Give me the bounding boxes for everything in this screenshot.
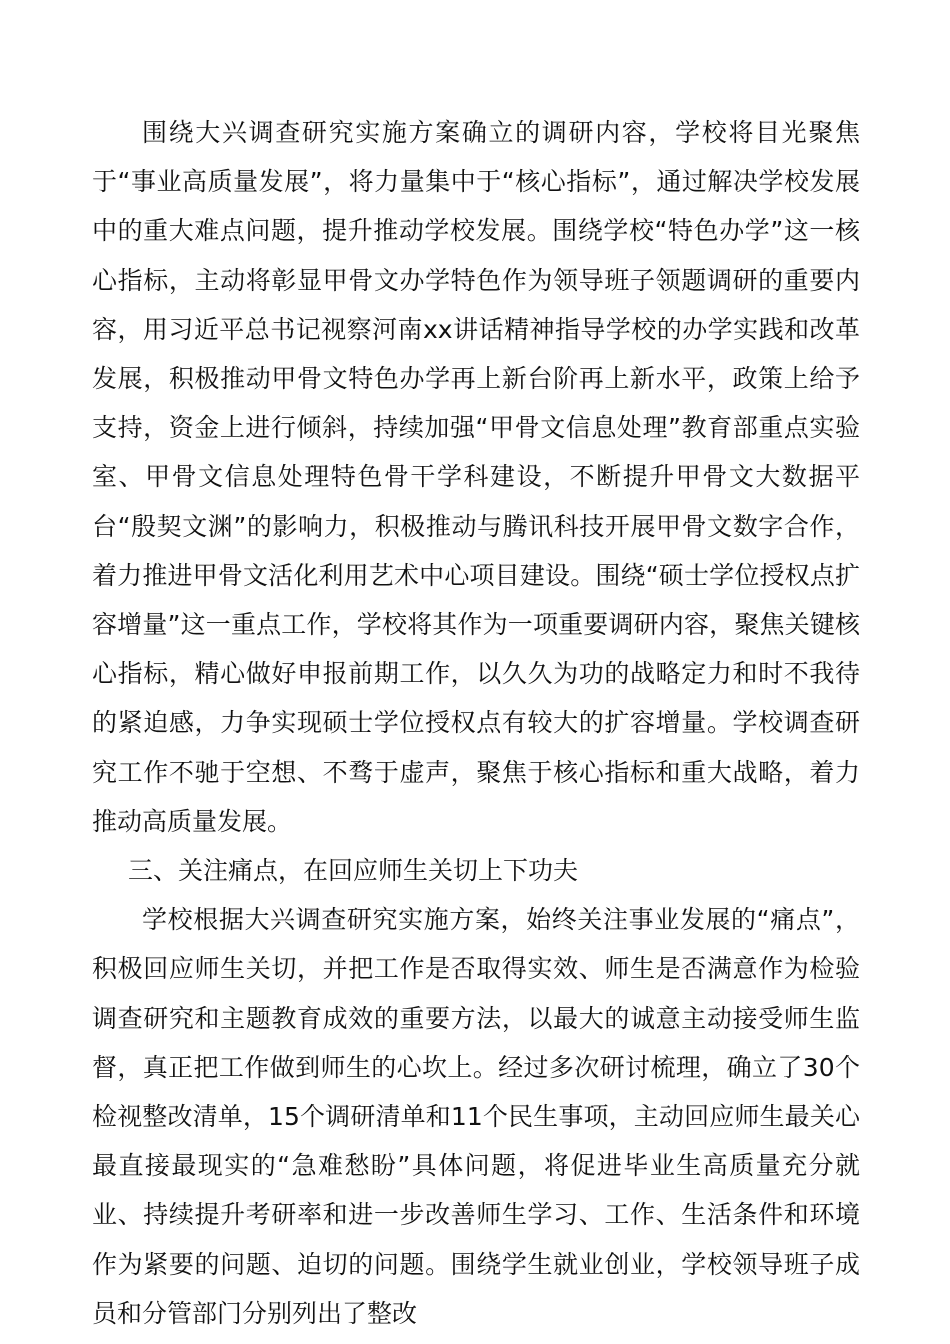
section-heading-pain-points: 三、关注痛点，在回应师生关切上下功夫 <box>128 856 579 886</box>
paragraph-characteristic-schooling: 围绕大兴调查研究实施方案确立的调研内容，学校将目光聚焦于“事业高质量发展”，将力量集中于“核心指标”，通过解决学校发展中的重大难点问题，提升推动学校发展。围绕学校“特色办学”这一核心指标，主动将彰显甲骨文办学特色作为领导班子领题调研的重要内容，用习近平总书记视察河南xx讲话精神指导学校的办学实践和改革发展，积极推动甲骨文特色办学再上新台阶再上新水平，政策上给予支持，资金上进行倾斜，持续加强“甲骨文信息处理”教育部重点实验室、甲骨文信息处理特色骨干学科建设，不断提升甲骨文大数据平台“殷契文渊”的影响力，积极推动与腾讯科技开展甲骨文数字合作，着力推进甲骨文活化利用艺术中心项目建设。围绕“硕士学位授权点扩容增量”这一重点工作，学校将其作为一项重要调研内容，聚焦关键核心指标，精心做好申报前期工作，以久久为功的战略定力和时不我待的紧迫感，力争实现硕士学位授权点有较大的扩容增量。学校调查研究工作不驰于空想、不骛于虚声，聚焦于核心指标和重大战略，着力推动高质量发展。 <box>92 118 860 836</box>
paragraph-teacher-student-concerns: 学校根据大兴调查研究实施方案，始终关注事业发展的“痛点”，积极回应师生关切，并把工作是否取得实效、师生是否满意作为检验调查研究和主题教育成效的重要方法，以最大的诚意主动接受师生监督，真正把工作做到师生的心坎上。经过多次研讨梳理，确立了30个检视整改清单，15个调研清单和11个民生事项，主动回应师生最关心最直接最现实的“急难愁盼”具体问题，将促进毕业生高质量充分就业、持续提升考研率和进一步改善师生学习、工作、生活条件和环境作为紧要的问题、迫切的问题。围绕学生就业创业，学校领导班子成员和分管部门分别列出了整改 <box>92 905 860 1328</box>
document-body <box>92 108 860 1338</box>
